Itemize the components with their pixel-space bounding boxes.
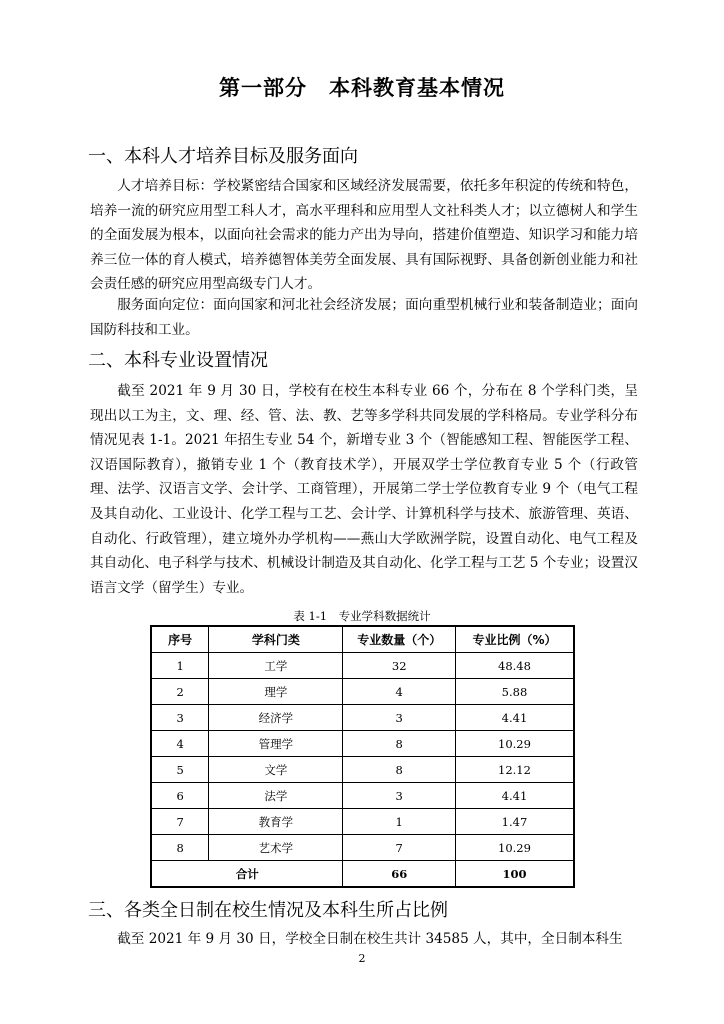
row-count: 3 <box>343 783 456 809</box>
row-count: 3 <box>343 705 456 731</box>
row-discipline: 教育学 <box>209 809 343 835</box>
row-index: 6 <box>151 783 209 809</box>
row-index: 5 <box>151 757 209 783</box>
row-index: 1 <box>151 653 209 679</box>
paragraph-training-goals: 人才培养目标：学校紧密结合国家和区域经济发展需要，依托多年积淀的传统和特色，培养一流的研究应用型工科人才，高水平理科和应用型人文社科类人才；以立德树人和学生的全面发展为根本，以面向社会需求的能力产出为导向，搭建价值塑造、知识学习和能力培养三位一体的育人模式，培养德智体美劳全面发展、具有国际视野、具备创新创业能力和社会责任感的研究应用型高级专门人才。 <box>90 178 638 293</box>
row-count: 7 <box>343 835 456 861</box>
row-index: 8 <box>151 835 209 861</box>
table-row <box>151 731 574 757</box>
paragraph-service-orientation: 服务面向定位：面向国家和河北社会经济发展；面向重型机械行业和装备制造业；面向国防科技和工业。 <box>90 297 638 338</box>
row-count: 4 <box>343 679 456 705</box>
row-ratio: 12.12 <box>455 757 574 783</box>
section-heading-3: 三、各类全日制在校生情况及本科生所占比例 <box>88 900 448 921</box>
table-row <box>151 705 574 731</box>
page-number: 2 <box>358 952 366 965</box>
row-discipline: 艺术学 <box>209 835 343 861</box>
table-total-row <box>151 861 574 888</box>
paragraph-enrollment: 截至 2021 年 9 月 30 日，学校全日制在校生共计 34585 人，其中，全日制本科生 <box>117 931 623 947</box>
row-ratio: 48.48 <box>455 653 574 679</box>
row-ratio: 5.88 <box>455 679 574 705</box>
row-ratio: 4.41 <box>455 783 574 809</box>
discipline-table <box>150 625 575 888</box>
table-header-row <box>151 626 574 653</box>
row-index: 7 <box>151 809 209 835</box>
column-header-count: 专业数量（个） <box>343 626 456 653</box>
column-header-discipline: 学科门类 <box>209 626 343 653</box>
row-ratio: 1.47 <box>455 809 574 835</box>
row-discipline: 经济学 <box>209 705 343 731</box>
table-row <box>151 757 574 783</box>
row-index: 4 <box>151 731 209 757</box>
row-ratio: 4.41 <box>455 705 574 731</box>
table-row <box>151 679 574 705</box>
row-discipline: 法学 <box>209 783 343 809</box>
total-count: 66 <box>343 861 456 888</box>
table-caption: 表 1-1 专业学科数据统计 <box>293 609 431 623</box>
row-count: 8 <box>343 757 456 783</box>
page-title: 第一部分 本科教育基本情况 <box>219 76 505 100</box>
row-ratio: 10.29 <box>455 835 574 861</box>
row-count: 32 <box>343 653 456 679</box>
paragraph-major-settings: 截至 2021 年 9 月 30 日，学校有在校生本科专业 66 个，分布在 8 个学科门类，呈现出以工为主，文、理、经、管、法、教、艺等多学科共同发展的学科格局。专业学科分布情况见表 1-1。2021 年招生专业 54 个，新增专业 3 个（智能感知工程、智能医学工程、汉语国际教育），撤销专业 1 个（教育技术学），开展双学士学位教育专业 5 个（行政管理、法学、汉语言文学、会计学、工商管理），开展第二学士学位教育专业 9 个（电气工程及其自动化、工业设计、化学工程与工艺、会计学、计算机科学与技术、旅游管理、英语、自动化、行政管理），建立境外办学机构——燕山大学欧洲学院，设置自动化、电气工程及其自动化、电子科学与技术、机械设计制造及其自动化、化学工程与工艺 5 个专业；设置汉语言文学（留学生）专业。 <box>90 383 638 596</box>
table-row <box>151 653 574 679</box>
row-discipline: 理学 <box>209 679 343 705</box>
section-heading-1: 一、本科人才培养目标及服务面向 <box>88 146 358 167</box>
section-heading-2: 二、本科专业设置情况 <box>88 350 268 371</box>
table-row <box>151 835 574 861</box>
row-discipline: 文学 <box>209 757 343 783</box>
column-header-ratio: 专业比例（%） <box>455 626 574 653</box>
column-header-index: 序号 <box>151 626 209 653</box>
row-index: 2 <box>151 679 209 705</box>
row-discipline: 工学 <box>209 653 343 679</box>
total-label: 合计 <box>151 861 343 888</box>
row-count: 8 <box>343 731 456 757</box>
row-discipline: 管理学 <box>209 731 343 757</box>
row-count: 1 <box>343 809 456 835</box>
row-index: 3 <box>151 705 209 731</box>
table-row <box>151 809 574 835</box>
table-row <box>151 783 574 809</box>
total-ratio: 100 <box>455 861 574 888</box>
row-ratio: 10.29 <box>455 731 574 757</box>
